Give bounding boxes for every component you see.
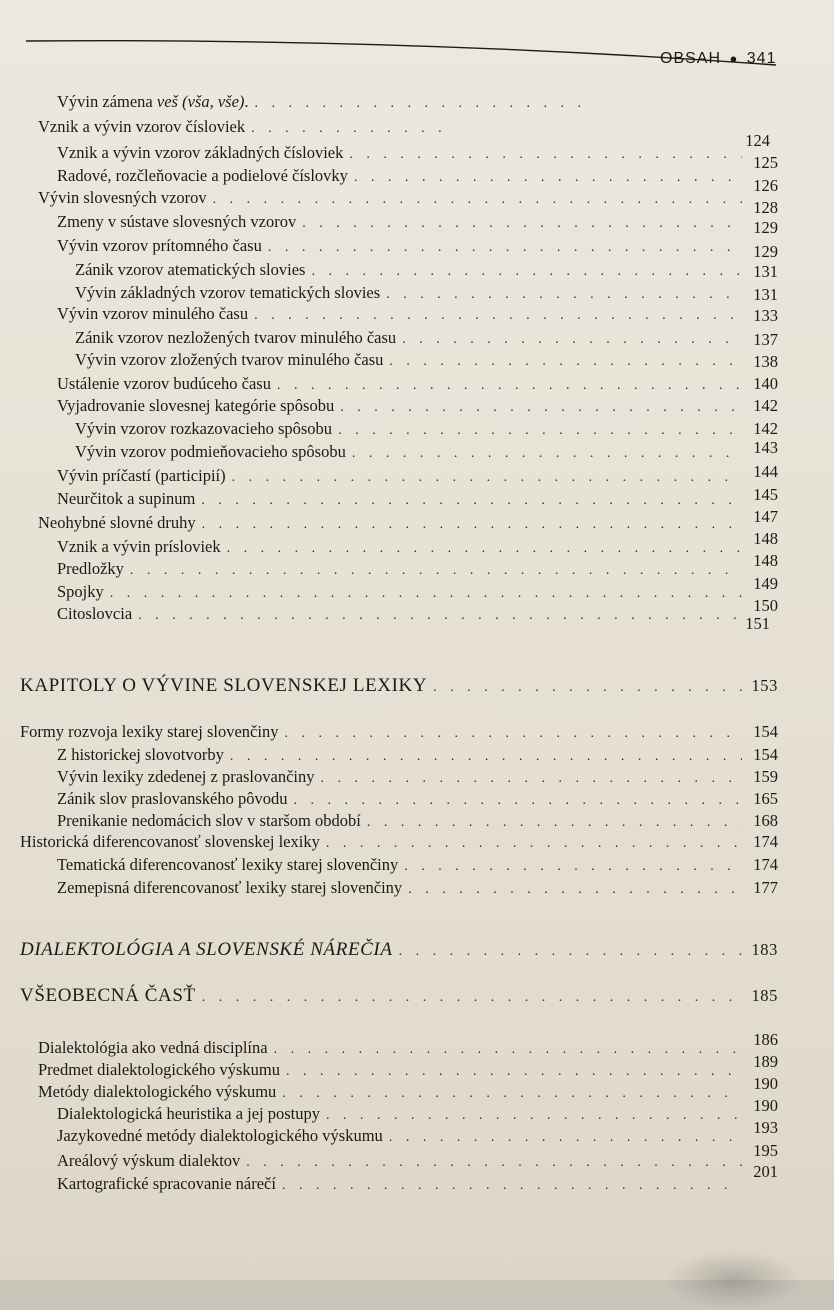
leader-dots bbox=[367, 813, 742, 833]
toc-entry-page: 129 bbox=[753, 242, 778, 261]
toc-entry-page: 154 bbox=[753, 722, 778, 741]
toc-entry bbox=[57, 1162, 778, 1196]
leader-dots bbox=[130, 561, 742, 581]
leader-dots bbox=[338, 421, 742, 441]
toc-entry-title: Zmeny v sústave slovesných vzorov bbox=[57, 212, 297, 231]
leader-dots bbox=[294, 791, 742, 811]
toc-entry-title: Kartografické spracovanie nárečí bbox=[57, 1174, 276, 1193]
toc-entry-title: Vyjadrovanie slovesnej kategórie spôsobu bbox=[57, 396, 335, 415]
toc-entry-title: Vznik a vývin vzorov základných čísloviek bbox=[57, 143, 344, 162]
toc-entry-title: Neurčitok a supinum bbox=[57, 489, 196, 508]
toc-entry-page: 193 bbox=[753, 1118, 778, 1137]
toc-entry bbox=[57, 1096, 778, 1126]
toc-entry-title: Metódy dialektologického výskumu bbox=[38, 1082, 277, 1101]
header-page-number: 341 bbox=[746, 50, 777, 67]
toc-entry bbox=[57, 551, 778, 581]
leader-dots bbox=[386, 285, 742, 305]
leader-dots bbox=[227, 539, 742, 559]
toc-entry-title: Tematická diferencovanosť lexiky starej slovenčiny bbox=[57, 855, 399, 874]
leader-dots bbox=[321, 769, 743, 789]
toc-entry-title: Zánik vzorov nezložených tvarov minulého času bbox=[75, 328, 397, 347]
toc-entry bbox=[57, 1118, 778, 1148]
toc-entry-page: 159 bbox=[753, 767, 778, 786]
toc-entry bbox=[57, 396, 778, 418]
leader-dots bbox=[284, 724, 742, 744]
toc-entry bbox=[57, 143, 778, 172]
toc-entry-page: 165 bbox=[753, 789, 778, 808]
toc-entry-page: 174 bbox=[753, 855, 778, 874]
toc-entry-page: 126 bbox=[753, 176, 778, 195]
toc-entry-page: 168 bbox=[753, 811, 778, 830]
toc-entry bbox=[75, 350, 778, 372]
toc-entry bbox=[75, 260, 778, 282]
toc-entry-page: 145 bbox=[753, 485, 778, 504]
toc-entry-title: Predmet dialektologického výskumu bbox=[38, 1060, 280, 1079]
toc-entry-page: 186 bbox=[753, 1030, 778, 1049]
toc-entry-title: Dialektologická heuristika a jej postupy bbox=[57, 1104, 321, 1123]
toc-entry-title: Spojky bbox=[57, 582, 104, 601]
toc-entry bbox=[57, 236, 778, 261]
toc-entry-title: Vývin zámena bbox=[57, 92, 157, 111]
toc-entry bbox=[57, 485, 778, 511]
toc-entry bbox=[57, 855, 778, 877]
leader-dots bbox=[326, 834, 742, 854]
leader-dots bbox=[274, 1040, 742, 1060]
toc-entry bbox=[20, 832, 778, 854]
toc-entry bbox=[75, 438, 778, 464]
running-header bbox=[660, 50, 776, 68]
leader-dots bbox=[255, 94, 590, 114]
leader-dots bbox=[282, 1176, 742, 1196]
toc-entry bbox=[57, 878, 778, 900]
leader-dots bbox=[246, 1153, 742, 1173]
toc-entry bbox=[75, 419, 778, 441]
toc-entry bbox=[57, 1141, 778, 1173]
leader-dots bbox=[232, 468, 742, 488]
leader-dots bbox=[404, 857, 742, 877]
leader-dots bbox=[389, 352, 742, 372]
toc-entry-page: 183 bbox=[751, 940, 778, 959]
leader-dots bbox=[282, 1084, 742, 1104]
toc-entry-page: 138 bbox=[753, 352, 778, 371]
leader-dots bbox=[202, 515, 742, 535]
toc-entry bbox=[57, 811, 778, 833]
toc-entry-title: Vývin lexiky zdedenej z praslovančiny bbox=[57, 767, 315, 786]
toc-entry-page: 190 bbox=[753, 1074, 778, 1093]
toc-entry-page: 189 bbox=[753, 1052, 778, 1071]
leader-dots bbox=[349, 145, 742, 165]
toc-entry bbox=[20, 722, 778, 744]
toc-entry bbox=[38, 1074, 778, 1104]
leader-dots bbox=[254, 306, 742, 326]
toc-entry-title: Citoslovcia bbox=[57, 604, 133, 623]
toc-entry-page: 147 bbox=[753, 507, 778, 526]
leader-dots bbox=[302, 214, 742, 234]
toc-entry bbox=[57, 166, 778, 195]
leader-dots bbox=[230, 747, 742, 767]
toc-entry-title: Areálový výskum dialektov bbox=[57, 1151, 241, 1170]
header-label: OBSAH bbox=[660, 50, 722, 67]
toc-entry-page: 131 bbox=[753, 285, 778, 304]
toc-entry-title: Neohybné slovné druhy bbox=[38, 513, 196, 532]
toc-chapter-title: VŠEOBECNÁ ČASŤ bbox=[20, 985, 196, 1006]
leader-dots bbox=[433, 678, 742, 698]
toc-entry-title: Vývin základných vzorov tematických slovies bbox=[75, 283, 381, 302]
toc-entry-page: 142 bbox=[753, 396, 778, 415]
toc-entry-page: 129 bbox=[753, 218, 778, 237]
toc-entry bbox=[38, 507, 778, 535]
toc-entry-title: Historická diferencovanosť slovenskej lexiky bbox=[20, 832, 320, 851]
toc-part-title: DIALEKTOLÓGIA A SLOVENSKÉ NÁREČIA bbox=[20, 939, 393, 960]
leader-dots bbox=[251, 119, 448, 139]
toc-entry-page: 124 bbox=[745, 131, 770, 150]
toc-entry-page: 154 bbox=[753, 745, 778, 764]
toc-entry-page: 201 bbox=[753, 1162, 778, 1181]
leader-dots bbox=[138, 606, 742, 626]
toc-entry-title: Dialektológia ako vedná disciplína bbox=[38, 1038, 268, 1057]
leader-dots bbox=[389, 1128, 742, 1148]
toc-entry bbox=[57, 529, 778, 559]
toc-entry-page: 133 bbox=[753, 306, 778, 325]
toc-entry bbox=[57, 596, 778, 626]
leader-dots bbox=[268, 238, 742, 258]
toc-entry bbox=[38, 1052, 778, 1082]
toc-entry-title: Vznik a vývin prísloviek bbox=[57, 537, 221, 556]
toc-entry-page: 137 bbox=[753, 330, 778, 349]
toc-entry bbox=[57, 789, 778, 811]
leader-dots bbox=[408, 880, 742, 900]
toc-entry bbox=[75, 283, 778, 305]
bullet-icon: ● bbox=[729, 51, 739, 66]
toc-entry-title: Prenikanie nedomácich slov v staršom období bbox=[57, 811, 361, 830]
toc-entry bbox=[57, 462, 778, 488]
toc-entry-title: Vývin príčastí (participií) bbox=[57, 466, 226, 485]
toc-chapter bbox=[20, 676, 778, 698]
toc-entry-title: Vývin slovesných vzorov bbox=[38, 188, 207, 207]
leader-dots bbox=[402, 330, 742, 350]
toc-entry bbox=[57, 304, 778, 326]
toc-entry-page: 143 bbox=[753, 438, 778, 457]
toc-entry bbox=[57, 374, 778, 396]
toc-entry-title: Vývin vzorov prítomného času bbox=[57, 236, 262, 255]
toc-entry-page: 150 bbox=[753, 596, 778, 615]
leader-dots bbox=[399, 942, 742, 962]
toc-entry-page: 144 bbox=[753, 462, 778, 481]
leader-dots bbox=[352, 444, 742, 464]
leader-dots bbox=[286, 1062, 742, 1082]
leader-dots bbox=[277, 376, 742, 396]
toc-chapter-title: KAPITOLY O VÝVINE SLOVENSKEJ LEXIKY bbox=[20, 675, 428, 696]
toc-entry-title: Zánik vzorov atematických slovies bbox=[75, 260, 306, 279]
toc-part bbox=[20, 940, 778, 962]
toc-entry-title: Vývin vzorov minulého času bbox=[57, 304, 249, 323]
toc-entry-page: 149 bbox=[753, 574, 778, 593]
leader-dots bbox=[201, 491, 742, 511]
leader-dots bbox=[354, 168, 742, 188]
leader-dots bbox=[213, 190, 742, 210]
toc-entry-title: Vývin vzorov rozkazovacieho spôsobu bbox=[75, 419, 333, 438]
leader-dots bbox=[326, 1106, 742, 1126]
leader-dots bbox=[110, 584, 742, 604]
toc-entry-title: Formy rozvoja lexiky starej slovenčiny bbox=[20, 722, 279, 741]
leader-dots bbox=[311, 262, 742, 282]
toc-entry-title: Vývin vzorov zložených tvarov minulého času bbox=[75, 350, 384, 369]
toc-entry bbox=[57, 212, 778, 237]
toc-entry-title: Ustálenie vzorov budúceho času bbox=[57, 374, 271, 393]
toc-entry-page: 142 bbox=[753, 419, 778, 438]
toc-chapter bbox=[20, 986, 778, 1008]
toc-entry-title: Zánik slov praslovanského pôvodu bbox=[57, 789, 288, 808]
toc-entry bbox=[57, 767, 778, 789]
toc-entry-title: Z historickej slovotvorby bbox=[57, 745, 224, 764]
toc-entry-page: 140 bbox=[753, 374, 778, 393]
toc-entry-page: 174 bbox=[753, 832, 778, 851]
toc-entry-page: 195 bbox=[753, 1141, 778, 1160]
toc-entry-page: 177 bbox=[753, 878, 778, 897]
toc-entry bbox=[38, 1030, 778, 1060]
toc-entry bbox=[38, 117, 454, 139]
toc-entry-title: Predložky bbox=[57, 559, 124, 578]
toc-entry-page: 190 bbox=[753, 1096, 778, 1115]
toc-entry-page: 148 bbox=[753, 551, 778, 570]
toc-entry-title-italic: veš (vša, vše) bbox=[156, 92, 245, 111]
toc-entry: Vývin zámena veš (vša, vše). . . . bbox=[57, 92, 596, 114]
toc-entry-page: 185 bbox=[751, 986, 778, 1005]
toc-entry bbox=[57, 574, 778, 604]
leader-dots bbox=[202, 988, 742, 1008]
toc-entry-title: Vývin vzorov podmieňovacieho spôsobu bbox=[75, 442, 346, 461]
toc-entry-page: 153 bbox=[751, 676, 778, 695]
toc-entry-page: 128 bbox=[753, 198, 778, 217]
toc-entry bbox=[38, 188, 778, 217]
toc-entry bbox=[75, 328, 778, 350]
page-shadow bbox=[664, 1250, 804, 1310]
toc-entry-title: Vznik a vývin vzorov čísloviek bbox=[38, 117, 246, 136]
toc-entry-page: 151 bbox=[745, 614, 770, 633]
toc-entry-page: 125 bbox=[753, 153, 778, 172]
toc-entry-title: Jazykovedné metódy dialektologického výskumu bbox=[57, 1126, 383, 1145]
toc-entry-title: Radové, rozčleňovacie a podielové číslovky bbox=[57, 166, 348, 185]
toc-entry bbox=[57, 745, 778, 767]
toc-entry-page: 131 bbox=[753, 262, 778, 281]
toc-entry-title: Zemepisná diferencovanosť lexiky starej slovenčiny bbox=[57, 878, 403, 897]
toc-entry-page: 148 bbox=[753, 529, 778, 548]
leader-dots bbox=[340, 398, 742, 418]
